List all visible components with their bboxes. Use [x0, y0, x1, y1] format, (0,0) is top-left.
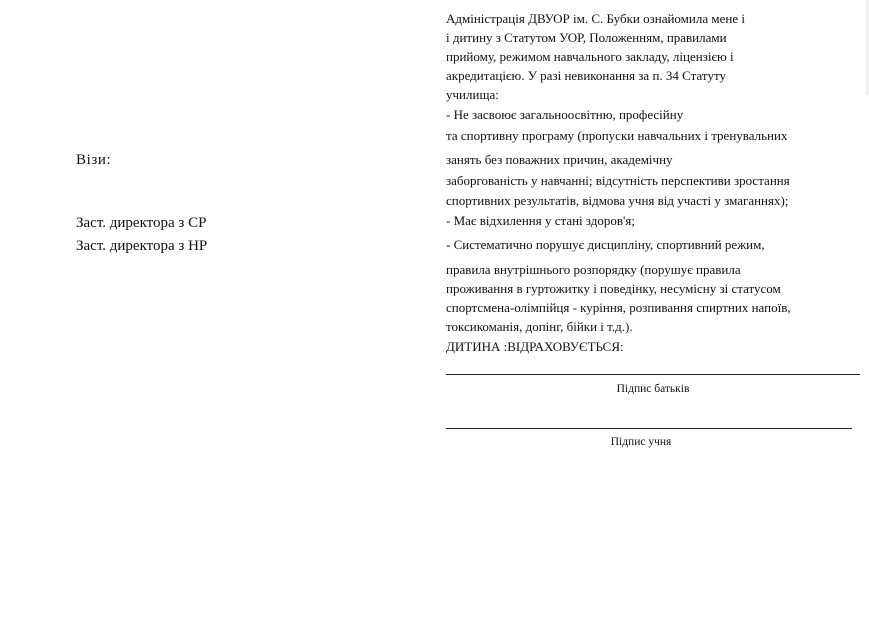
- text-line-6: - Не засвоює загальноосвітню, професійну: [446, 107, 684, 122]
- text-line-1: Адміністрація ДВУОР ім. С. Бубки ознайомила мене і: [446, 11, 745, 26]
- approvals-column: [76, 0, 396, 620]
- parent-signature-line: [446, 374, 860, 375]
- text-line-9: заборгованість у навчанні; відсутність перспективи зростання: [446, 173, 790, 188]
- acknowledgement-column: [446, 0, 866, 620]
- text-line-15: спортсмена-олімпійця - куріння, розпивання спиртних напоїв,: [446, 300, 791, 315]
- student-signature-label: Підпис учня: [610, 436, 672, 448]
- expulsion-heading: ДИТИНА :ВІДРАХОВУЄТЬСЯ:: [446, 339, 624, 354]
- text-line-10: спортивних результатів, відмова учня від участі у змаганнях);: [446, 193, 789, 208]
- approvals-label: Візи:: [76, 152, 112, 168]
- text-line-3: прийому, режимом навчального закладу, ліцензією і: [446, 49, 734, 64]
- deputy-director-sr: Заст. директора з СР: [76, 215, 207, 231]
- student-signature-line: [446, 428, 852, 429]
- deputy-director-nr: Заст. директора з НР: [76, 238, 208, 254]
- text-line-13: правила внутрішнього розпорядку (порушує правила: [446, 262, 741, 277]
- parent-signature-label: Підпис батьків: [616, 383, 690, 395]
- text-line-14: проживання в гуртожитку і поведінку, несумісну зі статусом: [446, 281, 781, 296]
- text-line-8: занять без поважних причин, академічну: [446, 152, 673, 167]
- text-line-2: і дитину з Статутом УОР, Положенням, правилами: [446, 30, 727, 45]
- text-line-11: - Має відхилення у стані здоров'я;: [446, 213, 635, 228]
- text-line-7: та спортивну програму (пропуски навчальних і тренувальних: [446, 128, 788, 143]
- text-line-4: акредитацією. У разі невиконання за п. 34 Статуту: [446, 68, 726, 83]
- text-line-12: - Систематично порушує дисципліну, спортивний режим,: [446, 237, 765, 252]
- text-line-16: токсикоманія, допінг, бійки і т.д.).: [446, 319, 633, 334]
- text-line-5: училища:: [446, 87, 499, 102]
